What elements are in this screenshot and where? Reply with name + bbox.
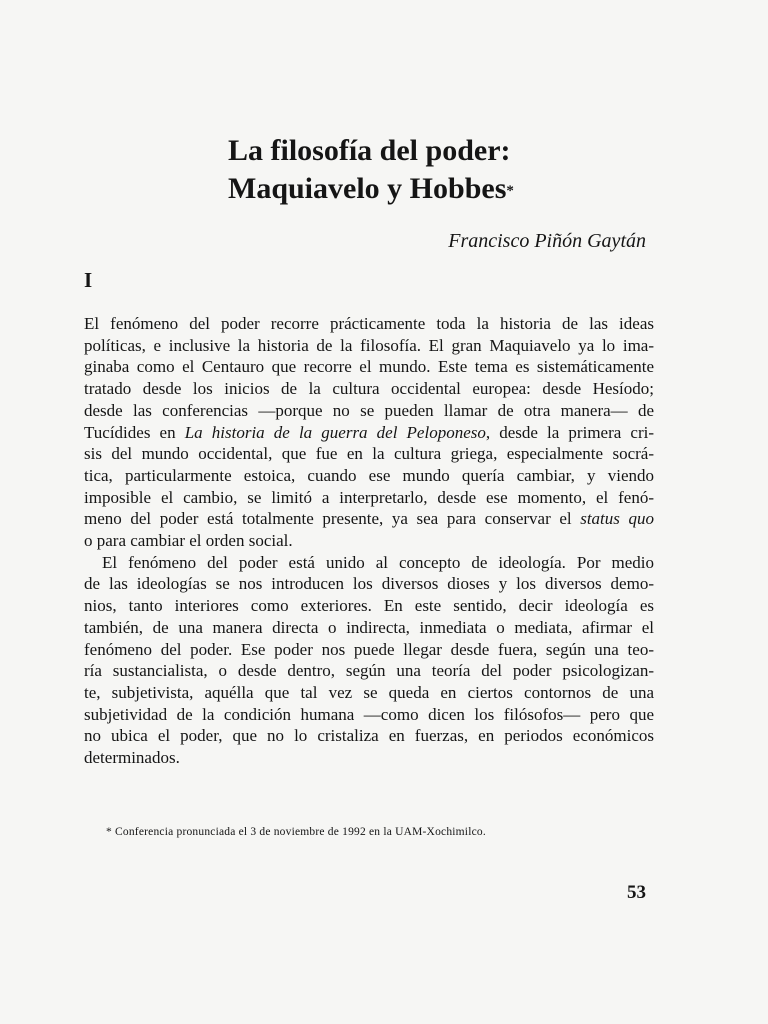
footnote: * Conferencia pronunciada el 3 de noviembre de 1992 en la UAM-Xochimilco. xyxy=(106,826,486,838)
text-line: ría sustancialista, o desde dentro, según una teoría del poder psicologizan- xyxy=(84,661,654,681)
paragraph-2 xyxy=(84,552,654,769)
article-title xyxy=(228,132,648,208)
text-line xyxy=(84,422,654,444)
text-run: , desde la primera cri- xyxy=(485,422,654,442)
italic-text: status quo xyxy=(580,509,654,529)
text-line: no ubica el poder, que no lo cristaliza en fuerzas, en periodos económicos xyxy=(84,726,654,746)
text-line: políticas, e inclusive la historia de la filosofía. El gran Maquiavelo ya lo ima- xyxy=(84,335,654,355)
title-line-2: Maquiavelo y Hobbes xyxy=(228,172,507,205)
paragraph-1 xyxy=(84,313,654,552)
text-line: subjetividad de la condición humana —como dicen los filósofos— pero que xyxy=(84,704,654,724)
text-line: determinados. xyxy=(84,748,180,768)
text-line: El fenómeno del poder recorre prácticamente toda la historia de las ideas xyxy=(84,314,654,333)
text-line: sis del mundo occidental, que fue en la cultura griega, especialmente socrá- xyxy=(84,444,654,464)
text-run: meno del poder está totalmente presente, ya sea para conservar el xyxy=(84,509,581,529)
text-line: nios, tanto interiores como exteriores. En este sentido, decir ideología es xyxy=(84,596,654,616)
text-line: tratado desde los inicios de la cultura occidental europea: desde Hesíodo; xyxy=(84,379,654,399)
text-line: o para cambiar el orden social. xyxy=(84,531,293,551)
text-line: también, de una manera directa o indirecta, inmediata o mediata, afirmar el xyxy=(84,617,654,637)
page-number: 53 xyxy=(627,882,646,903)
section-number: I xyxy=(84,268,93,292)
text-line: tica, particularmente estoica, cuando ese mundo quería cambiar, y viendo xyxy=(84,465,654,485)
title-footnote-mark: * xyxy=(506,183,514,199)
text-line: de las ideologías se nos introducen los diversos dioses y los diversos demo- xyxy=(84,574,654,594)
text-line xyxy=(84,508,654,530)
text-line: ginaba como el Centauro que recorre el mundo. Este tema es sistemáticamente xyxy=(84,357,654,377)
body-text xyxy=(84,313,654,769)
text-line: fenómeno del poder. Ese poder nos puede llegar desde fuera, según una teo- xyxy=(84,639,654,659)
author-name: Francisco Piñón Gaytán xyxy=(448,230,646,252)
text-line: desde las conferencias —porque no se pueden llamar de otra manera— de xyxy=(84,400,654,420)
text-line: te, subjetivista, aquélla que tal vez se queda en ciertos contornos de una xyxy=(84,682,654,702)
text-line: imposible el cambio, se limitó a interpretarlo, desde ese momento, el fenó- xyxy=(84,487,654,507)
text-line: El fenómeno del poder está unido al concepto de ideología. Por medio xyxy=(102,552,654,572)
title-line-1: La filosofía del poder: xyxy=(228,134,511,167)
text-run: Tucídides en xyxy=(84,422,185,442)
italic-text: La historia de la guerra del Peloponeso xyxy=(184,422,486,442)
